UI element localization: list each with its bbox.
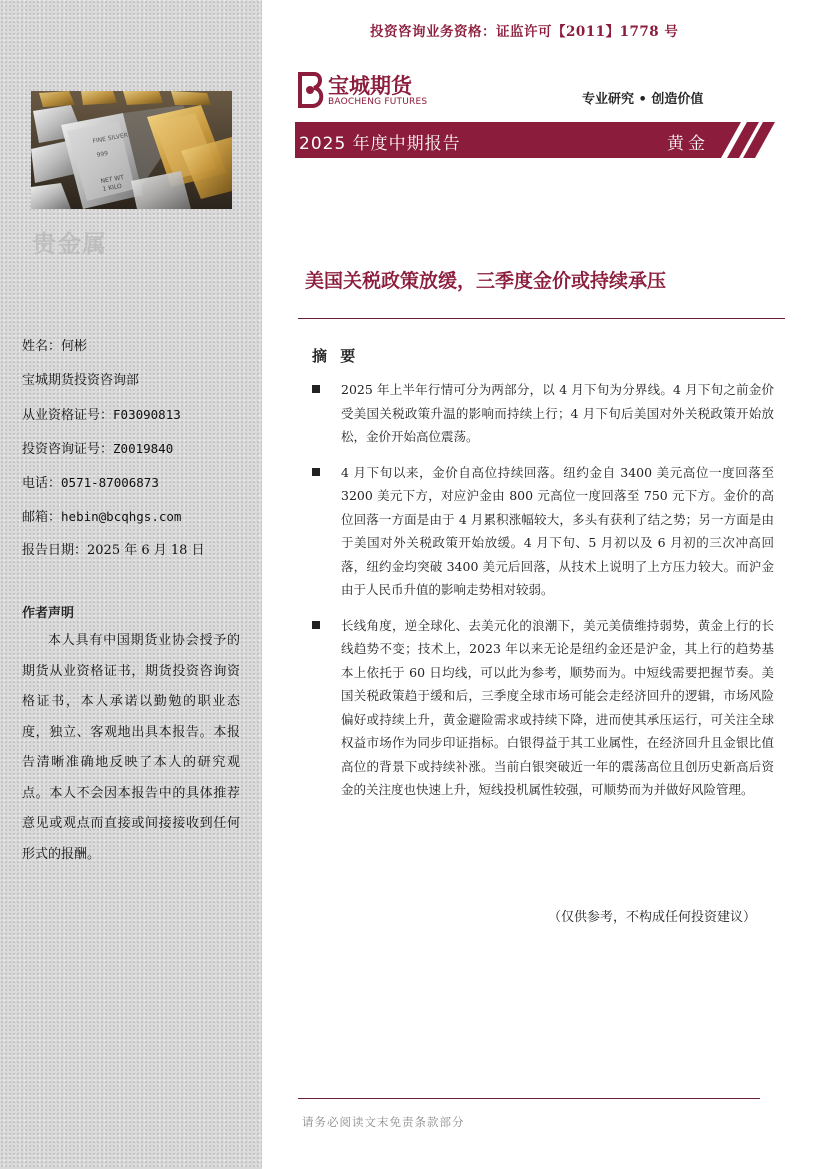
title-divider xyxy=(298,318,785,319)
contact-label: 从业资格证号： xyxy=(22,408,114,423)
qualification-row xyxy=(22,406,205,440)
contact-label: 报告日期： xyxy=(22,543,88,558)
svg-text:NET WT: NET WT xyxy=(100,174,125,185)
contact-value: 2025 年 6 月 18 日 xyxy=(87,543,205,558)
square-bullet-icon xyxy=(312,468,320,476)
bullet-text: 4 月下旬以来，金价自高位持续回落。纽约金自 3400 美元高位一度回落至 3200 美元下方，对应沪金由 800 元高位一度回落至 750 元下方。金价的高位回落一方面是由于 4 月累积涨幅较大，多头有获利了结之势；另一方面是由于美国对外关税政策开始放缓。4 月下旬、5 月初以及 6 月初的三次冲高回落，纽约金均突破 3400 美元后回落，从技术上说明了上方压力较大。而沪金由于人民币升值的影响走势相对较弱。 xyxy=(341,464,774,597)
square-bullet-icon xyxy=(312,385,320,393)
phone-row xyxy=(22,474,205,508)
license-line: 投资咨询业务资格：证监许可【2011】1778 号 xyxy=(370,24,679,40)
svg-text:999: 999 xyxy=(96,150,109,159)
author-declaration-title: 作者声明 xyxy=(22,606,75,621)
footer-note: 请务必阅读文末免责条款部分 xyxy=(302,1115,465,1129)
company-logo xyxy=(296,70,436,112)
footer-divider xyxy=(298,1098,760,1099)
contact-label: 邮箱： xyxy=(22,510,62,525)
logo-mark-icon xyxy=(296,72,326,110)
list-item xyxy=(312,378,774,449)
gold-silver-bars-image xyxy=(31,91,232,209)
consulting-cert-row xyxy=(22,440,205,474)
contact-value: 宝城期货投资咨询部 xyxy=(22,373,140,388)
author-name-row xyxy=(22,338,205,372)
investment-disclaimer: （仅供参考，不构成任何投资建议） xyxy=(548,910,757,925)
contact-value: Z0019840 xyxy=(113,441,174,456)
logo-chinese-name: 宝城期货 xyxy=(328,74,412,98)
slogan: 专业研究 • 创造价值 xyxy=(582,92,704,107)
department-row xyxy=(22,372,205,406)
report-type: 2025 年度中期报告 xyxy=(299,134,461,154)
contact-value: 0571-87006873 xyxy=(61,475,159,490)
report-banner xyxy=(295,122,785,158)
contact-label: 投资咨询证号： xyxy=(22,442,114,457)
list-item xyxy=(312,614,774,802)
report-date-row xyxy=(22,542,205,576)
email-row xyxy=(22,508,205,542)
commodity-label: 黄金 xyxy=(667,134,709,154)
bullet-text: 长线角度，逆全球化、去美元化的浪潮下，美元美债维持弱势，黄金上行的长线趋势不变；技术上，2023 年以来无论是纽约金还是沪金，其上行的趋势基本上依托于 60 日均线，可以此为参考，顺势而为。中短线需要把握节奏。美国关税政策趋于缓和后，三季度全球市场可能会走经济回升的逻辑，市场风险偏好或持续上升，黄金避险需求或持续下降，进而使其承压运行，可关注全球权益市场作为同步印证指标。白银得益于其工业属性，在经济回升且金银比值高位的背景下或持续补涨。当前白银突破近一年的震荡高位且创历史新高后资金的关注度也快速上升，短线投机属性较强，可顺势而为并做好风险管理。 xyxy=(341,617,774,797)
list-item xyxy=(312,461,774,602)
bullion-illustration xyxy=(31,91,232,209)
logo-english-name: BAOCHENG FUTURES xyxy=(328,97,428,107)
contact-label: 姓名： xyxy=(22,339,62,354)
svg-text:FINE SILVER: FINE SILVER xyxy=(92,131,129,145)
svg-text:1 KILO: 1 KILO xyxy=(102,182,123,193)
square-bullet-icon xyxy=(312,621,320,629)
contact-label: 电话： xyxy=(22,476,62,491)
report-title: 美国关税政策放缓，三季度金价或持续承压 xyxy=(305,270,667,292)
email-link[interactable]: hebin@bcqhgs.com xyxy=(61,509,182,524)
abstract-heading: 摘 要 xyxy=(312,347,360,365)
contact-value: F03090813 xyxy=(113,407,181,422)
contact-value: 何彬 xyxy=(61,339,88,354)
sidebar xyxy=(0,0,262,1169)
abstract-bullets xyxy=(312,378,774,814)
author-contact-block xyxy=(22,338,205,576)
author-declaration-body: 本人具有中国期货业协会授予的期货从业资格证书，期货投资咨询资格证书，本人承诺以勤勉的职业态度，独立、客观地出具本报告。本报告清晰准确地反映了本人的研究观点。本人不会因本报告中的具体推荐意见或观点而直接或间接接收到任何形式的报酬。 xyxy=(22,633,240,862)
category-label: 贵金属 xyxy=(32,230,107,258)
bullet-text: 2025 年上半年行情可分为两部分，以 4 月下旬为分界线。4 月下旬之前金价受美国关税政策升温的影响而持续上行；4 月下旬后美国对外关税政策开始放松，金价开始高位震荡。 xyxy=(341,382,774,444)
